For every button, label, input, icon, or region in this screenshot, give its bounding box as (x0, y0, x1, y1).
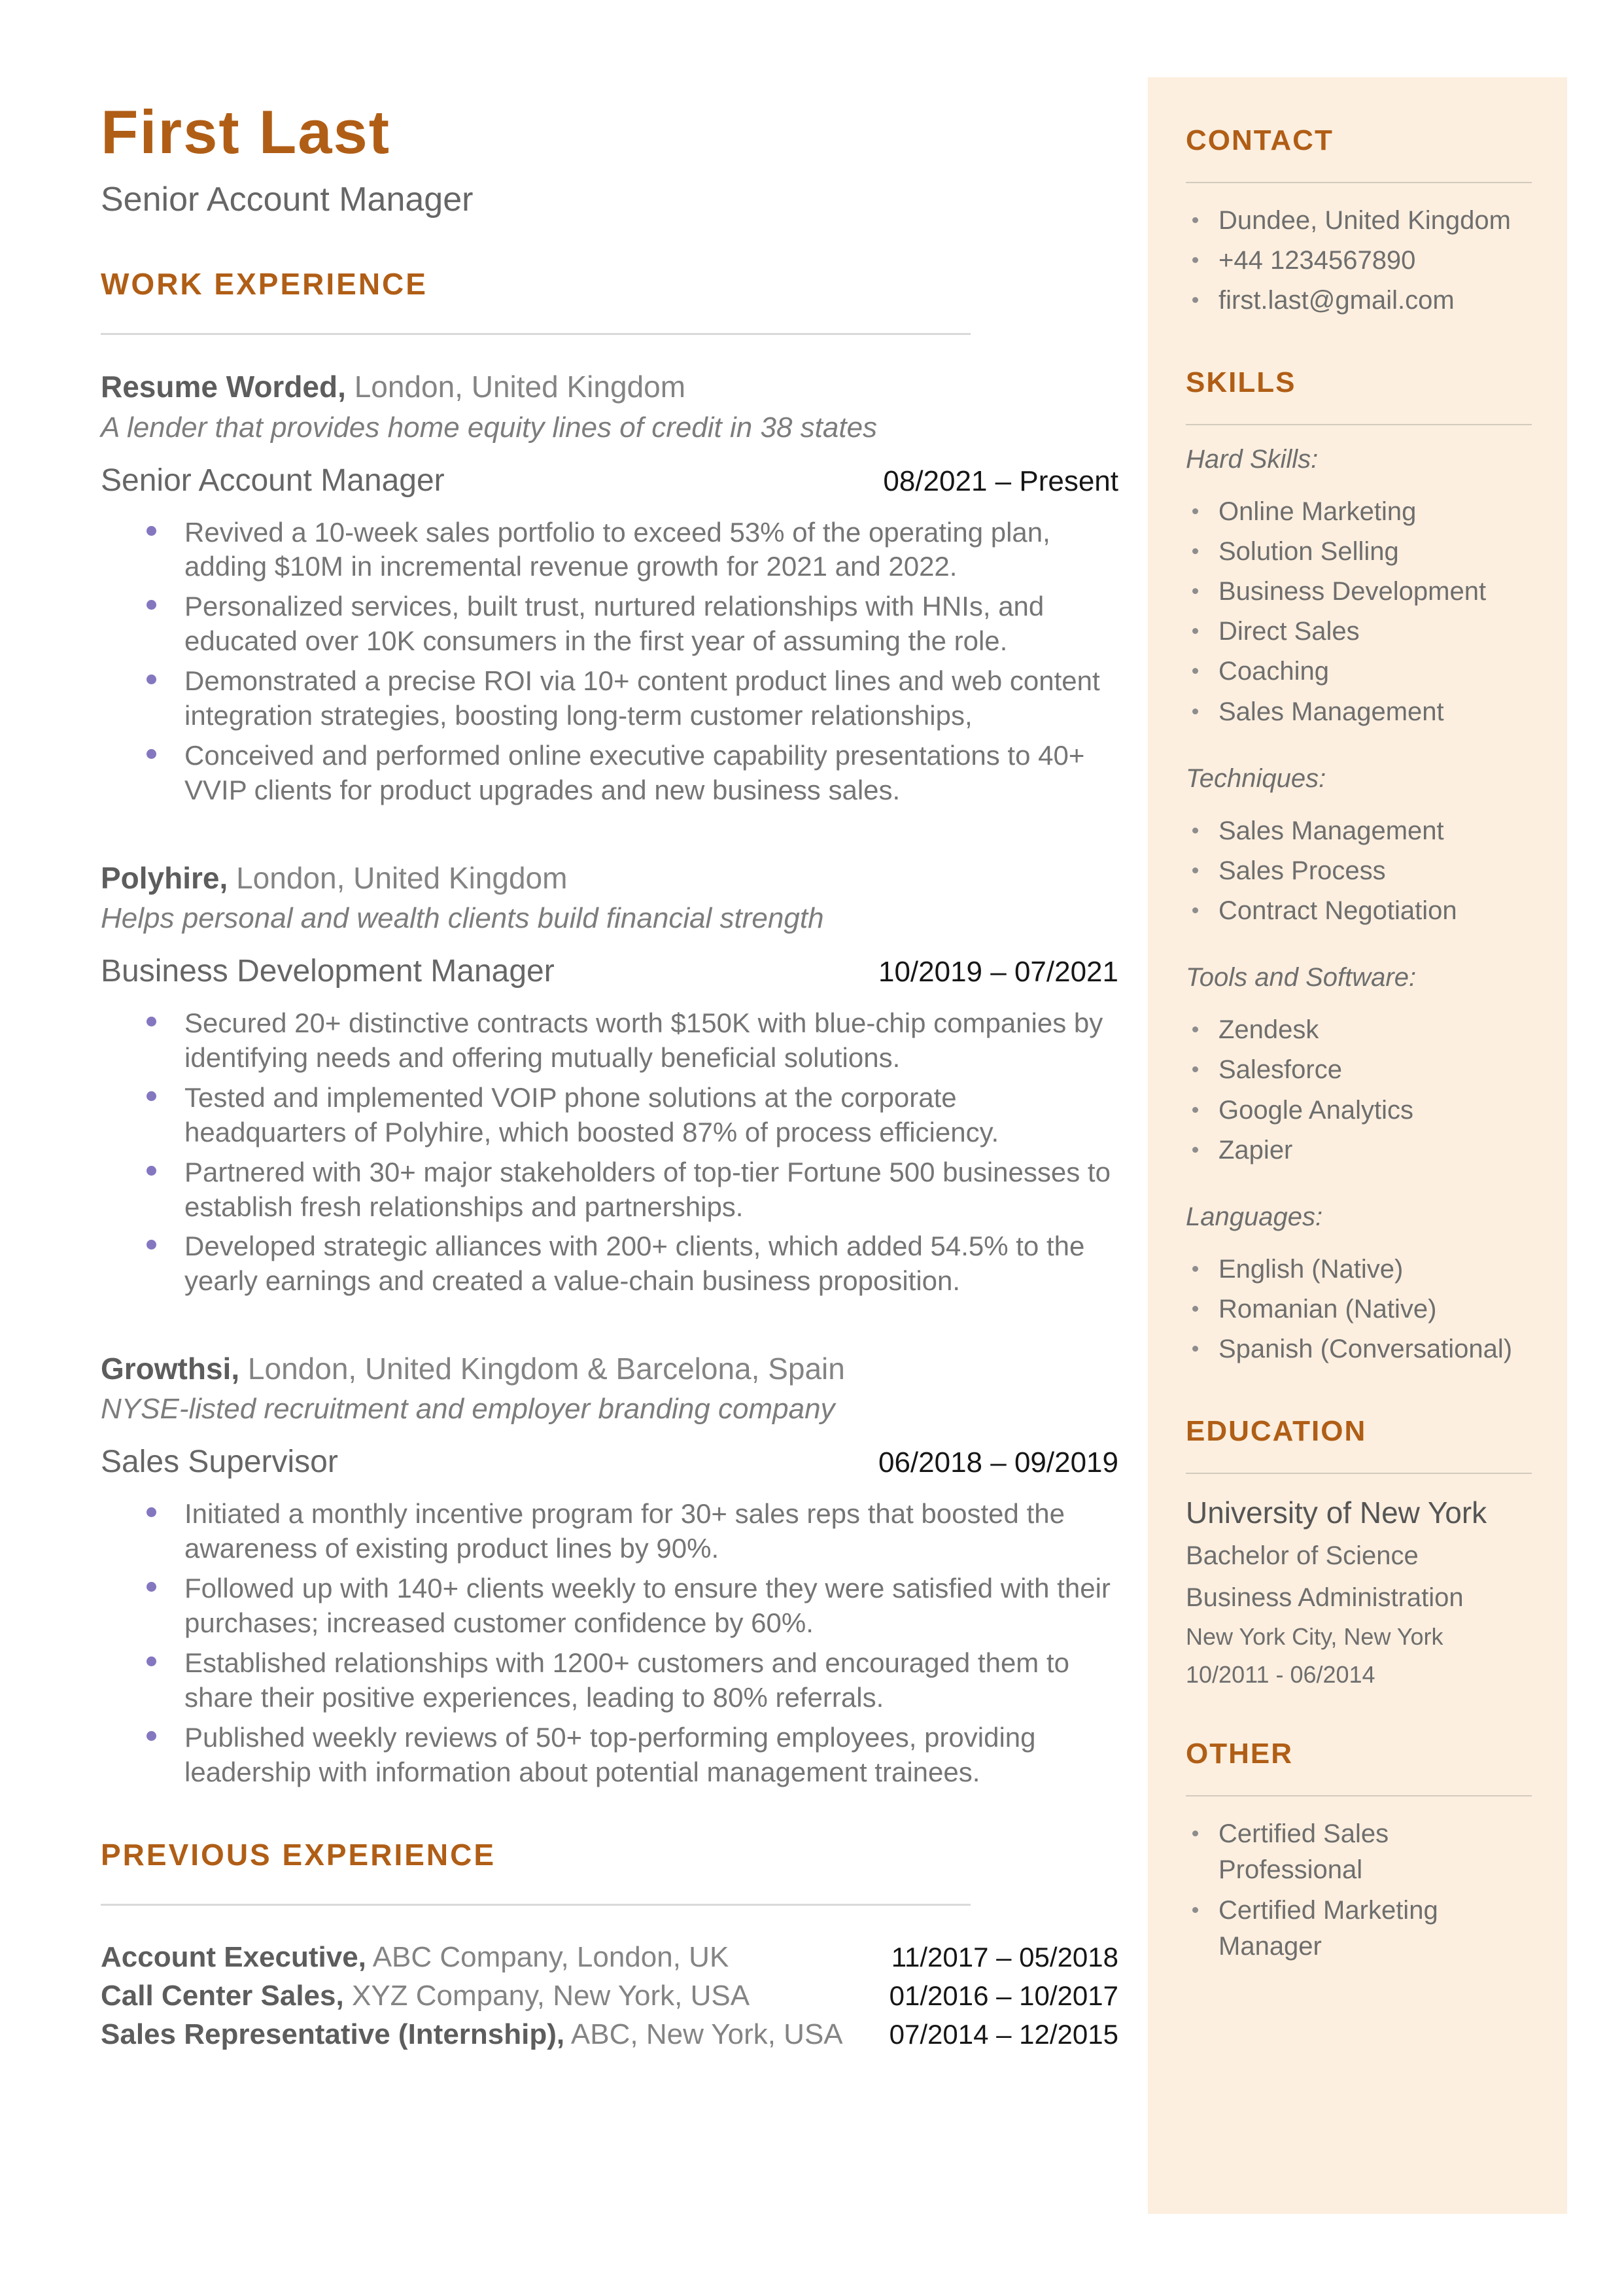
divider (101, 333, 971, 335)
role-dates: 10/2019 – 07/2021 (878, 956, 1118, 989)
bullet-item: Partnered with 30+ major stakeholders of top-tier Fortune 500 businesses to establish fresh relationships and partnerships. (101, 1155, 1118, 1225)
education-school: University of New York (1186, 1495, 1487, 1530)
bullet-item: Followed up with 140+ clients weekly to ensure they were satisfied with their purchases; increased customer confidence by 60%. (101, 1571, 1118, 1641)
role-row (101, 953, 1118, 989)
role-row (101, 1444, 1118, 1480)
company-description: Helps personal and wealth clients build financial strength (101, 902, 824, 935)
role-title: Senior Account Manager (101, 463, 445, 498)
skill-item: Google Analytics (1186, 1093, 1532, 1129)
skill-item: Zapier (1186, 1132, 1532, 1168)
education-location: New York City, New York (1186, 1622, 1443, 1650)
previous-experience-list (101, 1938, 1118, 2054)
skill-item: Spanish (Conversational) (1186, 1331, 1532, 1367)
previous-org: ABC Company, London, UK (372, 1940, 729, 1973)
skill-group-label: Languages: (1186, 1202, 1323, 1231)
bullet-item: Demonstrated a precise ROI via 10+ content product lines and web content integration strategies, boosting long-term customer relationships, (101, 664, 1118, 733)
divider (1186, 424, 1532, 425)
divider (1186, 1795, 1532, 1796)
education-heading: EDUCATION (1186, 1414, 1367, 1447)
previous-dates: 11/2017 – 05/2018 (891, 1941, 1118, 1972)
company-name: Resume Worded, (101, 370, 346, 404)
skill-item: Romanian (Native) (1186, 1291, 1532, 1327)
previous-role: Sales Representative (Internship), (101, 2018, 565, 2050)
person-title: Senior Account Manager (101, 181, 474, 219)
company-description: NYSE-listed recruitment and employer branding company (101, 1393, 835, 1426)
previous-org: XYZ Company, New York, USA (351, 1979, 750, 2012)
education-major: Business Administration (1186, 1583, 1464, 1612)
bullet-item: Initiated a monthly incentive program for 30+ sales reps that boosted the awareness of existing product lines by 90%. (101, 1497, 1118, 1566)
bullet-item: Established relationships with 1200+ customers and encouraged them to share their positive experiences, leading to 80% referrals. (101, 1646, 1118, 1715)
role-dates: 06/2018 – 09/2019 (878, 1446, 1118, 1479)
job-entry (101, 860, 1118, 1299)
bullet-item: Revived a 10-week sales portfolio to exceed 53% of the operating plan, adding $10M in incremental revenue growth for 2021 and 2022. (101, 516, 1118, 585)
skill-item: Business Development (1186, 574, 1532, 610)
other-item: Certified Marketing Manager (1186, 1893, 1532, 1965)
company-name: Polyhire, (101, 860, 228, 895)
company-location: London, United Kingdom & Barcelona, Spain (247, 1352, 845, 1386)
job-company-line (101, 369, 1118, 405)
skill-item: Salesforce (1186, 1052, 1532, 1088)
previous-row (101, 1977, 1118, 2016)
education-degree: Bachelor of Science (1186, 1541, 1419, 1570)
skill-item: Sales Process (1186, 853, 1532, 889)
skill-item: Solution Selling (1186, 534, 1532, 570)
company-name: Growthsi, (101, 1352, 240, 1386)
skill-group-label: Techniques: (1186, 763, 1326, 793)
bullet-item: Secured 20+ distinctive contracts worth $150K with blue-chip companies by identifying needs and offering mutually beneficial solutions. (101, 1006, 1118, 1076)
previous-dates: 07/2014 – 12/2015 (889, 2018, 1118, 2050)
other-item: Certified Sales Professional (1186, 1816, 1532, 1888)
previous-role-line (101, 1938, 729, 1977)
skill-item: Coaching (1186, 654, 1532, 690)
person-name: First Last (101, 97, 391, 166)
role-dates: 08/2021 – Present (883, 464, 1118, 497)
previous-row (101, 1938, 1118, 1977)
skill-group-list (1186, 813, 1532, 930)
previous-org: ABC, New York, USA (570, 2018, 843, 2050)
bullet-item: Conceived and performed online executive capability presentations to 40+ VVIP clients for product upgrades and new business sales. (101, 739, 1118, 808)
bullet-item: Personalized services, built trust, nurtured relationships with HNIs, and educated over 10K consumers in the first year of assuming the role. (101, 589, 1118, 659)
bullet-item: Published weekly reviews of 50+ top-performing employees, providing leadership with information about potential management trainees. (101, 1721, 1118, 1790)
previous-role: Call Center Sales, (101, 1979, 344, 2012)
company-description: A lender that provides home equity lines of credit in 38 states (101, 411, 878, 444)
bullet-item: Developed strategic alliances with 200+ clients, which added 54.5% to the yearly earnings and created a value-chain business proposition. (101, 1229, 1118, 1299)
contact-heading: CONTACT (1186, 124, 1334, 156)
role-title: Sales Supervisor (101, 1445, 338, 1480)
divider (1186, 182, 1532, 183)
contact-list (1186, 203, 1532, 319)
job-bullet-list (101, 1497, 1118, 1789)
contact-item-email: first.last@gmail.com (1186, 283, 1532, 319)
job-company-line (101, 1351, 1118, 1387)
skill-item: Direct Sales (1186, 614, 1532, 650)
job-entry (101, 369, 1118, 807)
job-bullet-list (101, 516, 1118, 808)
resume-main-column (101, 98, 1118, 2054)
divider (101, 1904, 971, 1906)
skill-group-list (1186, 1012, 1532, 1168)
contact-item-phone: +44 1234567890 (1186, 243, 1532, 279)
skill-item: Contract Negotiation (1186, 893, 1532, 929)
skill-item: Zendesk (1186, 1012, 1532, 1048)
contact-item-location: Dundee, United Kingdom (1186, 203, 1532, 239)
work-experience-heading: WORK EXPERIENCE (101, 267, 428, 302)
previous-row (101, 2016, 1118, 2054)
education-dates: 10/2011 - 06/2014 (1186, 1661, 1375, 1689)
skills-heading: SKILLS (1186, 366, 1296, 398)
job-company-line (101, 860, 1118, 896)
skill-item: Online Marketing (1186, 494, 1532, 530)
company-location: London, United Kingdom (236, 860, 568, 895)
company-location: London, United Kingdom (354, 370, 686, 404)
resume-sidebar (1148, 77, 1567, 2214)
role-row (101, 463, 1118, 499)
previous-role-line (101, 1977, 750, 2016)
job-entry (101, 1351, 1118, 1789)
divider (1186, 1473, 1532, 1474)
skill-item: English (Native) (1186, 1252, 1532, 1288)
previous-dates: 01/2016 – 10/2017 (889, 1980, 1118, 2011)
skill-group-label: Tools and Software: (1186, 963, 1417, 992)
skill-item: Sales Management (1186, 694, 1532, 730)
job-bullet-list (101, 1006, 1118, 1299)
skill-group-label: Hard Skills: (1186, 444, 1319, 474)
bullet-item: Tested and implemented VOIP phone solutions at the corporate headquarters of Polyhire, which boosted 87% of process efficiency. (101, 1081, 1118, 1150)
skill-item: Sales Management (1186, 813, 1532, 849)
previous-role: Account Executive, (101, 1940, 366, 1973)
previous-role-line (101, 2016, 843, 2054)
other-list (1186, 1816, 1532, 1965)
skill-group-list (1186, 1252, 1532, 1368)
other-heading: OTHER (1186, 1738, 1293, 1770)
previous-experience-heading: PREVIOUS EXPERIENCE (101, 1837, 496, 1872)
role-title: Business Development Manager (101, 954, 555, 989)
skill-group-list (1186, 494, 1532, 730)
